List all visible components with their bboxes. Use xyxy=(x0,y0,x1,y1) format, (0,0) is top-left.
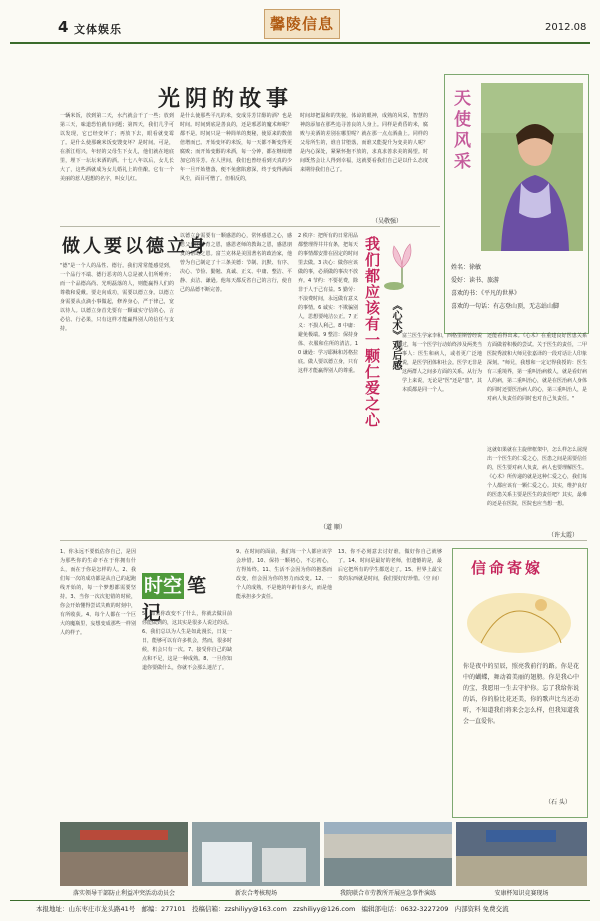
divider-1 xyxy=(60,226,440,227)
footer-email-1: 投稿信箱：zzshiliyy@163.com xyxy=(192,905,287,913)
footer-postcode: 邮编：277101 xyxy=(141,905,186,913)
article3-title: 我们都应该有一颗仁爱之心 xyxy=(363,236,381,428)
header-rule xyxy=(10,42,590,44)
photo-4 xyxy=(456,822,587,886)
article1-col3: 时间却把温和的笑貌，体谅的眼神，成熟的风采，智慧的神韵添加在那些追寻善良的人身上。同样是黄昏的米，腐败与美酒的差别在哪里呢？就在那一点点酒曲上。同样的父母所生的，谁自甘堕落，而谁又能提升为变美的人呢？是内心深处，紧紧怀抱不放的，求真求善求美的渴望。时间既然会让人得到幸福，这就要看我们自己是以什么态度来期待我们自己了。 xyxy=(300,113,428,173)
page-header xyxy=(0,0,600,44)
article2-col3: 2 秩序：把所有的日常用品都整理得井井有条，把每天的事情都安排在固定的时间里去做。3 决心：做你应该做的事，必须做的事决不放弃。4 节约：不要花费，除非于人于己有益。5 勤劳：不浪费时间，永远做有意义的事情。6 诚实：不欺骗别人，思想要纯洁公正。7 正义：不损人利己。8 中庸：避免极端。9 整洁：保持身体、衣服和住所的清洁。10 谦逊：学习耶稣和苏格拉底。做人要以德立身，只有这样才能赢得别人的尊重。 xyxy=(298,233,358,374)
article4-col3: 9、在时间的面前，我们每一个人都应该学会珍惜。10、保持一颗初心，不忘初心，方得始终。11、生活不会因为你的抱怨而改变，但会因为你的努力而改变。12、一个人的成熟，不是他的年龄有多大，而是他能承担多少责任。 xyxy=(236,549,332,600)
profile-motto: 喜欢的一句话：有志登山顶，无志站山脚 xyxy=(451,303,560,310)
photo-1-caption: 落实领导干部防止利益冲突活动动员会 xyxy=(72,890,175,897)
article2-author: （道 顺） xyxy=(320,524,346,531)
article4-col2: 5、如果你改变不了什么，你就去做目前你能做到的，这其实是很多人说过的话。6、我们总以为人生是如此漫长，日复一日，能够可以有许多机会，然而，很多时候，机会只有一次。7、接受你自己的缺点和不足，这是一种成熟。8、一旦你知道你要做什么，你就不会那么迷茫了。 xyxy=(142,611,232,671)
photo-2-caption: 新农合考核现场 xyxy=(234,890,277,897)
article1-col1: 一辆米饭，放到第二天，水汽就会干了一些；放到第三天，味道恐怕就有问题；第四天，我们几乎可以发现，它已经变坏了；再放下去，眼看就变霉了。是什么使那碗米饭变馊变坏？是时间。可是，在浙江绍兴，年轻的父母生下女儿，他们就在地底里，埋下一坛坛米酒的酒。十七八年以后，女儿长大了，这些酒就成为女儿婚礼上的佳酿。它有一个美丽的惹人遐想的名字，叫女儿红。 xyxy=(60,113,174,182)
photo-1 xyxy=(60,822,188,886)
article1-author: （吴敬强） xyxy=(372,218,403,225)
article4-title xyxy=(142,571,216,624)
footer xyxy=(36,904,596,918)
article3-col3: 这就如果就在主旋律框架中，怎么样怎么展现出一个医生的仁爱之心，医患之间是需要信任的，医生要对病人负责，病人也要理解医生。《心术》所传递的就是这种仁爱之心，我们每个人都应该有一颗仁爱之心。其实，维护良好的医患关系主要是医生的责任吧？其实，最难的还是在医院，医院也应当想一想。 xyxy=(487,447,587,507)
profile-hobby: 爱好：读书、旅游 xyxy=(451,277,500,284)
poem-title: 信命寄嫁 xyxy=(471,559,544,577)
footer-rule xyxy=(10,900,590,901)
article4-col1: 1、你永远不要低估你自己，是因为那些你的生命不在于你拥有什么，而在于你是怎样的人。2、我们每一次的成功都是从自己的起跑线开始的，每一个梦想都需要坚持。3、当你一次次犯错的时候，你会开始懂得尝试失败的时刻中，有所收获。4、每个人都在一个巨大的魔瓶里，妄想变成那些一样别人的样子。 xyxy=(60,549,136,636)
footer-email-2: zzshiliyy@126.com xyxy=(293,905,356,913)
article4-title-b: 笔记 xyxy=(142,575,207,624)
photo-4-caption: 安康杯知识竞赛现场 xyxy=(494,890,549,897)
photo-strip xyxy=(60,822,587,898)
footer-address: 本报地址：山东枣庄市龙头路41号 xyxy=(36,905,136,913)
article3-subtitle: 《心术》观后感 xyxy=(390,300,401,370)
divider-2 xyxy=(60,540,587,541)
profile-fav-book: 喜欢的书：《平凡的世界》 xyxy=(451,290,521,297)
article2-col2: 以德立身需要有一颗感恩的心，常怀感恩之心，感恩父母的养育之恩，感恩老师的教诲之恩，感恩朋友的帮助之恩。富兰克林是美国著名的政治家，他曾为自己制定了十三条美德：节制、沉默、有序、决心、节俭、勤勉、真诚、正义、中庸、整洁、平静、贞洁、谦逊。他每天都反省自己的言行，使自己的品德不断完善。 xyxy=(180,233,292,293)
photo-2 xyxy=(192,822,320,886)
photo-3-caption: 我院联合市劳教所开展应急事件演练 xyxy=(339,890,436,897)
profile-name: 姓名：徐敏 xyxy=(451,264,482,271)
profile-title: 天使风采 xyxy=(450,89,470,173)
article4-title-a: 时空 xyxy=(144,575,183,597)
section-label: 文体娱乐 xyxy=(74,23,122,36)
article2-title: 做人要以德立身 xyxy=(62,236,209,257)
issue-date: 2012.08 xyxy=(545,22,587,33)
page-number: 4 xyxy=(58,18,69,36)
poem-box xyxy=(452,548,588,818)
article4-col4: 13、你不必刻意去讨好谁，做好你自己就够了。14、时间是最好的老师，但遗憾的是，最后它把所有的学生都送走了。15、世界上最宝贵的东西就是时间，我们要好好珍惜。（空 间） xyxy=(338,549,442,582)
article1-title: 光阴的故事 xyxy=(158,86,294,112)
poem-text: 你是夜中的星辰，照亮我前行的路。你是花中的蝴蝶，舞动着美丽的翅膀。你是我心中的宝，我愿用一生去守护你。忘了我给你说的话，你的脸比花还美，你的歌声比鸟还动听，不知道我们将来会怎么样，但我知道我会一直爱你。 xyxy=(463,663,579,725)
footer-phone: 编辑部电话：0632-3227209 xyxy=(361,905,449,913)
article3-col2: 还能看得出来。《心术》在重建良好医患关系方面做着积极的尝试。关于医生的责任，二甲医院秀波和大师兄张嘉译的一段对话让人印象深刻。"师兄，我想和一定记得我授的：医生有三重境界，第一重叫治病救人，就是看好病人的病，第二重叫治心，就是在医治病人身体的同时还要医治病人的心，第三重叫治人，是对病人负责任的同时也对自己负责任。" xyxy=(487,333,587,402)
article1-col2: 是什么使那些平凡的米，变成芬芳甘醇的酒？也是时间。时间到底是善良的，还是邪恶的魔术师呢？都不是。时间只是一种简单的奥秘，使原来的数值倍增而已。开始变坏的米饭，每一天都不断变得更腐败；而开始变醇的米酒，每一分钟，都在继续增加它的芬芳。在人世间，我们也曾经看到天真的少年一旦开始堕落，便不免愈陷愈深，终于变得满面风尘，面目可憎了。但相反的， xyxy=(180,113,292,182)
profile-photo xyxy=(481,83,583,251)
article2-col1: "德"是一个人的品性、德行。我们常常能感觉到，一个品行不端、德行恶劣的人总是被人们所唾弃；而一个品德高尚、光明磊落的人，则能赢得人们的尊敬和爱戴。要走向成功，需要以德立身。以德立身需要从点滴小事做起，修养身心，严于律己，宽以待人。以德立身首先要有一颗诚实守信的心，言必信、行必果，只有这样才能赢得别人的信任与支持。 xyxy=(60,263,174,332)
footer-note: 内部资料 免费交流 xyxy=(454,905,509,913)
photo-3 xyxy=(324,822,452,886)
masthead-logo: 馨陵信息 xyxy=(264,9,340,39)
profile-box xyxy=(444,74,589,334)
poem-author: （石 头） xyxy=(545,799,571,806)
poem-illustration xyxy=(461,583,577,657)
article3-author: （许太霞） xyxy=(548,532,579,539)
article3-col1: 富兰医生学家李和，西格里斯曾经说过，每一个医学行动始终涉及两类当事人：医生和病人，或者更广泛地说，是医学团体和社会。医学无非是这两群人之间多方面的关系。从行为学上来说，无论是"医"还是"患"，其本质都是同一个人。 xyxy=(402,333,482,393)
lotus-illustration xyxy=(382,238,422,294)
